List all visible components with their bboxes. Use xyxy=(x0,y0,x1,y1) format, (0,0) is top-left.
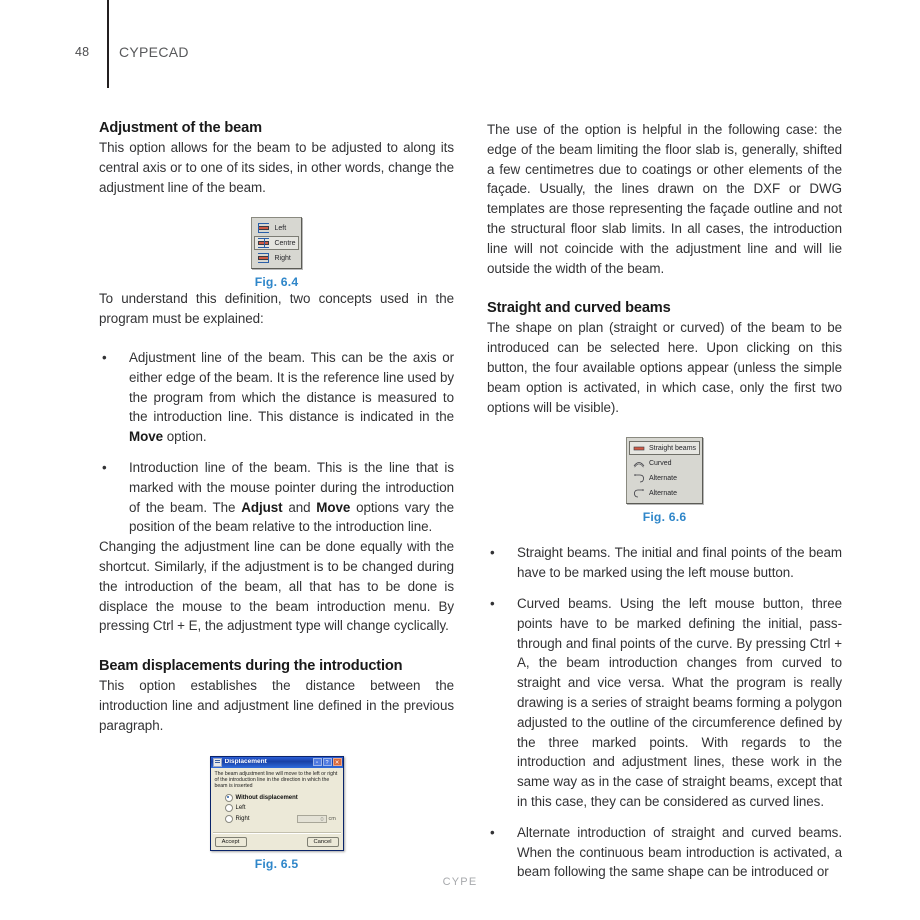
bullet-bold-term: Adjust xyxy=(241,499,283,515)
page-title: CYPECAD xyxy=(119,44,189,60)
bullet-text-part: option. xyxy=(163,429,207,445)
beam-shape-popup[interactable] xyxy=(626,437,703,504)
close-icon[interactable]: ✕ xyxy=(333,758,342,766)
accept-button[interactable]: Accept xyxy=(215,837,247,847)
shape-option-label: Straight beams xyxy=(648,444,697,452)
adjustment-option-centre[interactable] xyxy=(254,236,298,250)
shape-option-straight-beams[interactable] xyxy=(629,441,700,455)
list-item xyxy=(99,458,454,537)
paragraph-shape-on-plan: The shape on plan (straight or curved) of the beam to be introduced can be selected here. Upon clicking on this button, the four available options appear (unless the simple beam option is activated, in which case, only the first two options will be visible). xyxy=(487,320,842,415)
shape-option-curved[interactable] xyxy=(629,456,700,470)
heading-adjustment-of-the-beam: Adjustment of the beam xyxy=(99,120,262,136)
bullet-text: Alternate introduction of straight and curved beams. When the continuous beam introduction is activated, a beam following the same shape can be introduced or xyxy=(517,824,842,880)
dialog-footer xyxy=(211,837,343,850)
bullet-text-part: Adjustment line of the beam. This can be the axis or either edge of the beam. It is the reference line used by the program from which the distance is measured to the introduction line. This distance is indicated in the xyxy=(129,349,454,425)
page-footer xyxy=(0,876,920,888)
dialog-titlebar[interactable] xyxy=(211,757,343,768)
minimize-icon[interactable]: ▫ xyxy=(313,758,322,766)
window-menu-icon[interactable] xyxy=(213,758,222,767)
bullet-text: Straight beams. The initial and final points of the beam have to be marked using the left mouse button. xyxy=(517,545,842,581)
beam-align-right-icon xyxy=(257,253,270,263)
bullet-bold-term: Move xyxy=(129,429,164,445)
radio-without-displacement[interactable] xyxy=(215,794,339,802)
bullet-text: Curved beams. Using the left mouse button, three points have to be marked defining the initial, pass-through and final points of the curve. By pressing Ctrl + A, the beam introduction changes from curved to straight and vice versa. What the program is really drawing is a series of straight beams forming a polygon adjusted to the outline of the circumference defined by the three marked points. With regards to the introduction and adjustment lines, these work in the same way as in the case of straight beams, except that in this case, they can be considered as curved lines. xyxy=(517,595,842,809)
list-item xyxy=(487,594,842,812)
figure-caption-6-5: Fig. 6.5 xyxy=(254,857,299,872)
bullet-text-part: and xyxy=(282,499,317,515)
left-column xyxy=(99,120,454,871)
right-column xyxy=(487,120,842,882)
paragraph-changing-adjustment-line: Changing the adjustment line can be done equally with the shortcut. Similarly, if the adjustment is to be changed during the introduction of the beam, all that has to be done is displace the mouse to the beam introduction menu. By pressing Ctrl + E, the adjustment type will change cyclically. xyxy=(99,539,454,634)
paragraph-adjustment-intro: This option allows for the beam to be adjusted to along its central axis or to one of its sides, in other words, change the adjustment line of the beam. xyxy=(99,140,454,195)
radio-left[interactable] xyxy=(215,804,339,812)
footer-brand: CYPE xyxy=(442,876,478,888)
adjustment-option-left[interactable] xyxy=(254,221,298,235)
list-item xyxy=(487,823,842,882)
dialog-title: Displacement xyxy=(224,758,267,765)
straight-beam-icon xyxy=(633,444,645,453)
displacement-unit-label: cm xyxy=(328,815,336,822)
figure-6-6 xyxy=(487,437,842,524)
bullet-dot: • xyxy=(490,545,495,561)
displacement-dialog[interactable] xyxy=(210,756,344,852)
paragraph-displacement-intro: This option establishes the distance between the introduction line and adjustment line defined in the previous paragraph. xyxy=(99,678,454,733)
curved-beam-icon xyxy=(633,459,645,468)
radio-button-icon xyxy=(225,794,233,802)
bullet-dot: • xyxy=(490,824,495,840)
radio-label: Without displacement xyxy=(235,794,298,801)
figure-caption-6-4: Fig. 6.4 xyxy=(254,275,299,290)
radio-label: Left xyxy=(235,805,246,812)
cancel-button[interactable]: Cancel xyxy=(307,837,339,847)
bullet-dot: • xyxy=(102,349,107,365)
bullet-dot: • xyxy=(102,459,107,475)
bullet-text-part: Introduction line of the beam. This is the line that is marked with the mouse pointer during the introduction of the beam. The xyxy=(129,459,454,515)
figure-caption-6-6: Fig. 6.6 xyxy=(642,510,687,525)
shape-option-label: Curved xyxy=(648,459,672,467)
right-bullet-list xyxy=(487,543,842,882)
heading-straight-and-curved-beams: Straight and curved beams xyxy=(487,300,671,317)
radio-label: Right xyxy=(235,815,250,822)
radio-button-icon xyxy=(225,815,233,823)
dialog-note: The beam adjustment line will move to the left or right of the introduction line in the direction in which the beam is inserted xyxy=(214,770,338,790)
dialog-body xyxy=(211,768,343,829)
page-number: 48 xyxy=(75,45,90,59)
shape-option-label: Alternate xyxy=(648,474,677,482)
adjustment-option-label: Right xyxy=(274,254,291,262)
dialog-divider xyxy=(213,832,341,834)
dialog-window-buttons xyxy=(313,758,342,766)
alternate-beam-icon-1 xyxy=(633,474,645,483)
alternate-beam-icon-2 xyxy=(633,489,645,498)
paragraph-option-usefulness: The use of the option is helpful in the following case: the edge of the beam limiting the floor slab is, generally, shifted a few centimetres due to coatings or other elements of the façade. Usually, the lines drawn on the DXF or DWG templates are those representing the façade outline and not the structural floor slab limits. In all cases, the introduction line will not coincide with the adjustment line and will lie outside the width of the beam. xyxy=(487,122,842,276)
beam-align-centre-icon xyxy=(257,238,270,248)
displacement-value-input[interactable]: 0 xyxy=(297,815,327,823)
heading-beam-displacements: Beam displacements during the introduction xyxy=(99,658,403,675)
adjustment-option-label: Centre xyxy=(274,239,296,247)
figure-6-4 xyxy=(99,217,454,289)
shape-option-label: Alternate xyxy=(648,489,677,497)
help-icon[interactable]: ? xyxy=(323,758,332,766)
radio-button-icon xyxy=(225,804,233,812)
bullet-bold-term: Move xyxy=(316,499,351,515)
shape-option-alternate-1[interactable] xyxy=(629,471,700,485)
page-header-rule xyxy=(107,0,109,88)
beam-align-left-icon xyxy=(257,223,270,233)
paragraph-two-concepts: To understand this definition, two concepts used in the program must be explained: xyxy=(99,291,454,327)
adjustment-option-label: Left xyxy=(274,224,287,232)
list-item xyxy=(99,348,454,447)
adjustment-option-right[interactable] xyxy=(254,251,298,265)
left-bullet-list xyxy=(99,348,454,537)
beam-adjustment-popup[interactable] xyxy=(251,217,301,269)
figure-6-5 xyxy=(99,756,454,872)
bullet-text-part: options vary the position of the beam relative to the introduction line. xyxy=(129,499,454,535)
shape-option-alternate-2[interactable] xyxy=(629,486,700,500)
radio-right[interactable] xyxy=(215,815,339,823)
list-item xyxy=(487,543,842,583)
bullet-dot: • xyxy=(490,595,495,611)
